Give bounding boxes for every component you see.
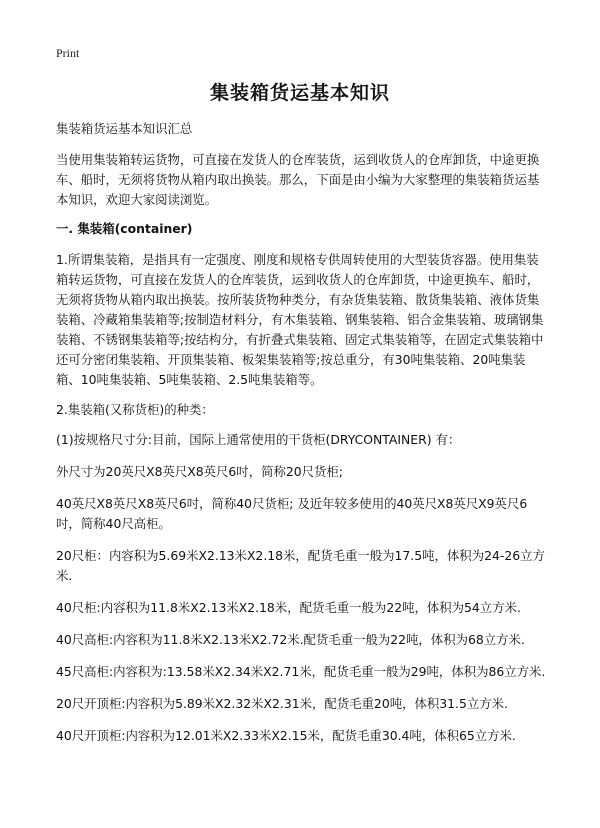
document-subtitle: 集装箱货运基本知识汇总 [56,121,193,136]
paragraph-definition: 1.所谓集装箱，是指具有一定强度、刚度和规格专供周转使用的大型装货容器。使用集装箱转运货物，可直接在发货人的仓库装货，运到收货人的仓库卸货，中途更换车、船时，无须将货物从箱内取出换装。按所装货物种类分，有杂货集装箱、散货集装箱、液体货集装箱、冷藏箱集装箱等;按制造材料分，有木集装箱、钢集装箱、铝合金集装箱、玻璃钢集装箱、不锈钢集装箱等;按结构分，有折叠式集装箱、固定式集装箱等，在固定式集装箱中还可分密闭集装箱、开顶集装箱、板架集装箱等;按总重分，有30吨集装箱、20吨集装箱、10吨集装箱、5吨集装箱、2.5吨集装箱等。 [56,252,544,387]
spec-item: 20尺柜：内容积为5.69米X2.13米X2.18米，配货毛重一般为17.5吨，体积为24-26立方米. [56,548,545,583]
document-title: 集装箱货运基本知识 [209,82,390,104]
document-body [56,119,550,758]
spec-item: 45尺高柜:内容积为:13.58米X2.34米X2.71米，配货毛重一般为29吨，体积为86立方米. [56,664,546,679]
print-label[interactable]: Print [56,46,80,60]
spec-item: 40尺开顶柜:内容积为12.01米X2.33米X2.15米，配货毛重30.4吨，体积65立方米. [56,728,516,743]
spec-item: 20尺开顶柜:内容积为5.89米X2.32米X2.31米，配货毛重20吨，体积31.5立方米. [56,696,508,711]
spec-item: 40尺柜:内容积为11.8米X2.13米X2.18米，配货毛重一般为22吨，体积为54立方米. [56,600,521,615]
spec-item: 40尺高柜:内容积为11.8米X2.13米X2.72米.配货毛重一般为22吨，体积为68立方米. [56,632,525,647]
paragraph-container-types: 2.集装箱(又称货柜)的种类： [56,402,214,417]
spec-item: 40英尺X8英尺X8英尺6吋，简称40尺货柜; 及近年较多使用的40英尺X8英尺X9英尺6吋，简称40尺高柜。 [56,496,528,531]
section-heading: 一. 集装箱(container) [56,221,193,236]
paragraph-size-spec: (1)按规格尺寸分:目前，国际上通常使用的干货柜(DRYCONTAINER) 有： [56,432,461,447]
spec-item: 外尺寸为20英尺X8英尺X8英尺6吋，简称20尺货柜; [56,464,343,479]
intro-paragraph: 当使用集装箱转运货物，可直接在发货人的仓库装货，运到收货人的仓库卸货，中途更换车、船时，无须将货物从箱内取出换装。那么，下面是由小编为大家整理的集装箱货运基本知识，欢迎大家阅读浏览。 [56,152,540,207]
